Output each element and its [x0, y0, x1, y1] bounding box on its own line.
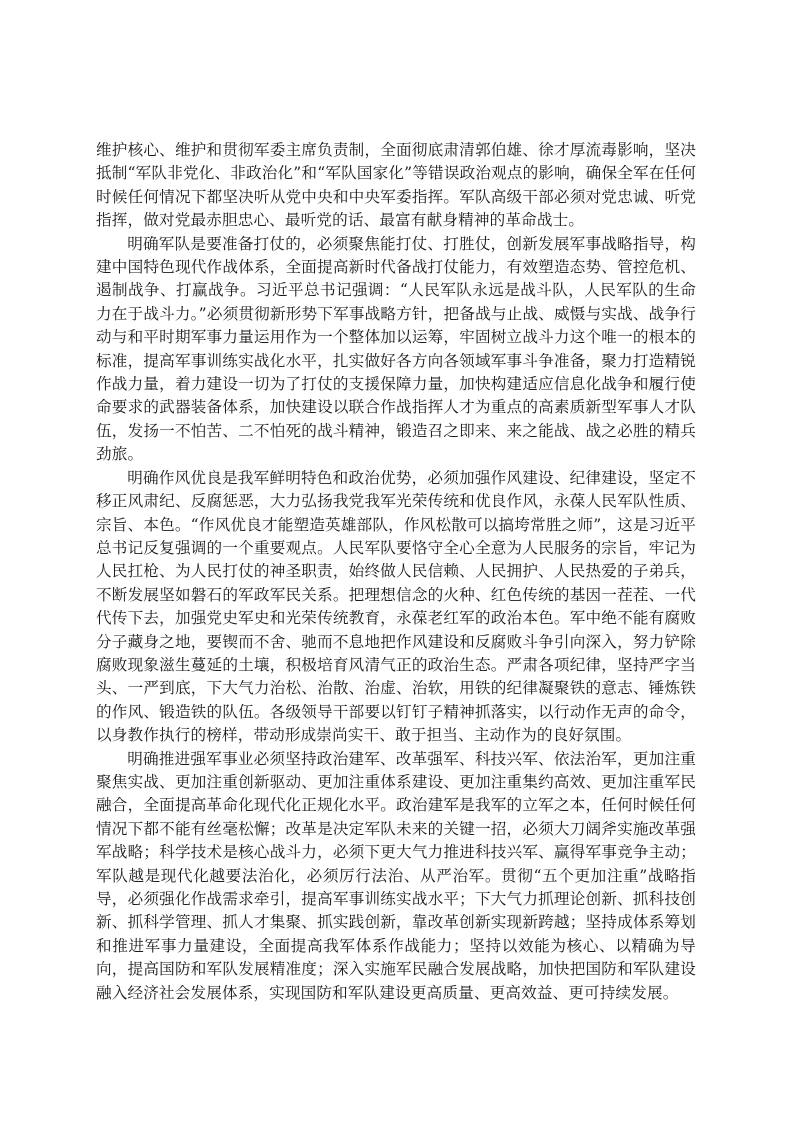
paragraph-strengthening-military: 明确推进强军事业必须坚持政治建军、改革强军、科技兴军、依法治军，更加注重聚焦实战、更加注重创新驱动、更加注重体系建设、更加注重集约高效、更加注重军民融合，全面提高革命化现代化正规化水平。政治建军是我军的立军之本，任何时候任何情况下都不能有丝毫松懈；改革是决定军队未来的关键一招，必须大刀阔斧实施改革强军战略；科学技术是核心战斗力，必须下更大气力推进科技兴军、赢得军事竞争主动；军队越是现代化越要法治化，必须厉行法治、从严治军。贯彻“五个更加注重”战略指导，必须强化作战需求牵引，提高军事训练实战水平；下大气力抓理论创新、抓科技创新、抓科学管理、抓人才集聚、抓实践创新，靠改革创新实现新跨越；坚持成体系筹划和推进军事力量建设，全面提高我军体系作战能力；坚持以效能为核心、以精确为导向，提高国防和军队发展精准度；深入实施军民融合发展战略，加快把国防和军队建设融入经济社会发展体系，实现国防和军队建设更高质量、更高效益、更可持续发展。 — [96, 749, 696, 1002]
paragraph-work-style: 明确作风优良是我军鲜明特色和政治优势，必须加强作风建设、纪律建设，坚定不移正风肃纪、反腐惩恶，大力弘扬我党我军光荣传统和优良作风，永葆人民军队性质、宗旨、本色。“作风优良才能塑造英雄部队，作风松散可以搞垮常胜之师”，这是习近平总书记反复强调的一个重要观点。人民军队要恪守全心全意为人民服务的宗旨，牢记为人民扛枪、为人民打仗的神圣职责，始终做人民信赖、人民拥护、人民热爱的子弟兵，不断发展坚如磐石的军政军民关系。把理想信念的火种、红色传统的基因一茬茬、一代代传下去，加强党史军史和光荣传统教育，永葆老红军的政治本色。军中绝不能有腐败分子藏身之地，要锲而不舍、驰而不息地把作风建设和反腐败斗争引向深入，努力铲除腐败现象滋生蔓延的土壤，积极培育风清气正的政治生态。严肃各项纪律，坚持严字当头、一严到底，下大气力治松、治散、治虚、治软，用铁的纪律凝聚铁的意志、锤炼铁的作风、锻造铁的队伍。各级领导干部要以钉钉子精神抓落实，以行动作无声的命令，以身教作执行的榜样，带动形成崇尚实干、敢于担当、主动作为的良好氛围。 — [96, 468, 696, 745]
paragraph-continuation: 维护核心、维护和贯彻军委主席负责制，全面彻底肃清郭伯雄、徐才厚流毒影响，坚决抵制“军队非党化、非政治化”和“军队国家化”等错误政治观点的影响，确保全军在任何时候任何情况下都坚决听从党中央和中央军委指挥。军队高级干部必须对党忠诚、听党指挥，做对党最赤胆忠心、最听党的话、最富有献身精神的革命战士。 — [96, 141, 696, 230]
document-body — [96, 139, 696, 1005]
paragraph-combat-readiness: 明确军队是要准备打仗的，必须聚焦能打仗、打胜仗，创新发展军事战略指导，构建中国特色现代作战体系，全面提高新时代备战打仗能力，有效塑造态势、管控危机、遏制战争、打赢战争。习近平总书记强调：“人民军队永远是战斗队，人民军队的生命力在于战斗力。”必须贯彻新形势下军事战略方针，把备战与止战、威慑与实战、战争行动与和平时期军事力量运用作为一个整体加以运筹，牢固树立战斗力这个唯一的根本的标准，提高军事训练实战化水平，扎实做好各方向各领域军事斗争准备，聚力打造精锐作战力量，着力建设一切为了打仗的支援保障力量，加快构建适应信息化战争和履行使命要求的武器装备体系，加快建设以联合作战指挥人才为重点的高素质新型军事人才队伍，发扬一不怕苦、二不怕死的战斗精神，锻造召之即来、来之能战、战之必胜的精兵劲旅。 — [96, 234, 696, 464]
